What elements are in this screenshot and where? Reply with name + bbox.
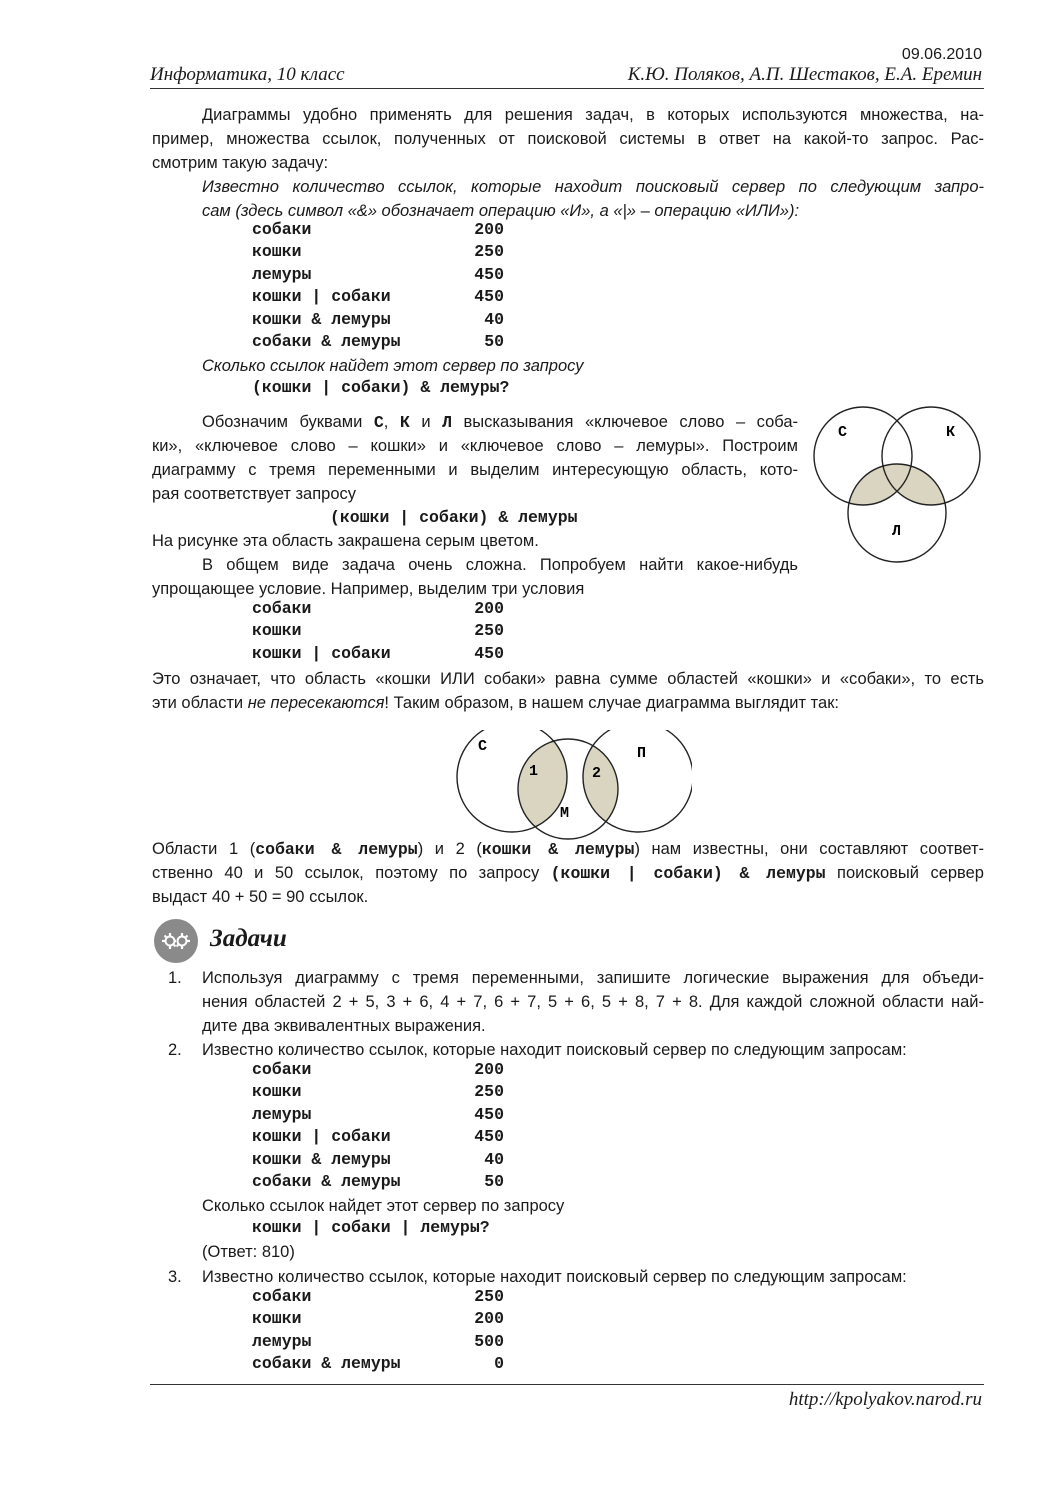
header-authors: К.Ю. Поляков, А.П. Шестаков, Е.А. Еремин xyxy=(627,64,982,85)
query-1: (кошки | собаки) & лемуры? xyxy=(252,378,510,397)
meaning-emphasis: не пересекаются xyxy=(247,694,385,712)
meaning-line-1: Это означает, что область «кошки ИЛИ собаки» равна сумме областей «кошки» и «собаки», то есть xyxy=(152,670,984,688)
var-c: С xyxy=(373,413,384,432)
table-row xyxy=(252,1171,512,1193)
table-row xyxy=(252,1059,512,1081)
link-count: 50 xyxy=(484,332,504,351)
link-count: 250 xyxy=(474,621,504,641)
explain-line-3: диаграмму с тремя переменными и выделим интересующую область, кото- xyxy=(152,461,798,479)
query-text: кошки xyxy=(252,621,302,641)
link-count: 250 xyxy=(474,1287,504,1306)
task-1-line-3: дите два эквивалентных выражения. xyxy=(202,1017,486,1035)
link-count: 500 xyxy=(474,1331,504,1351)
venn-region-2: 2 xyxy=(592,765,602,782)
table-row xyxy=(252,219,512,241)
meaning-line-2 xyxy=(152,691,984,715)
areas-text: ственно 40 и 50 ссылок, поэтому по запросу xyxy=(152,864,551,882)
header-date: 09.06.2010 xyxy=(901,46,982,63)
intro-line-1: Диаграммы удобно применять для решения задач, в которых используются множества, на- xyxy=(202,106,984,124)
explain-and: и xyxy=(409,413,443,431)
table-row xyxy=(252,286,512,308)
areas-query-2: кошки & лемуры xyxy=(481,840,635,859)
venn-label-c: С xyxy=(478,738,488,755)
venn-label-p: П xyxy=(637,745,647,762)
areas-query-3: (кошки | собаки) & лемуры xyxy=(550,864,826,883)
venn-label-m: М xyxy=(560,805,570,822)
table-row xyxy=(252,598,512,620)
explain-text-b: высказывания «ключевое слово – соба- xyxy=(452,413,799,431)
areas-query-1: собаки & лемуры xyxy=(255,840,418,859)
link-count: 50 xyxy=(484,1172,504,1191)
link-count: 200 xyxy=(474,1060,504,1079)
task-2-query: кошки | собаки | лемуры? xyxy=(252,1218,490,1237)
link-count: 200 xyxy=(474,599,504,618)
link-count: 200 xyxy=(474,1309,504,1329)
table-row xyxy=(252,1353,512,1375)
table-row xyxy=(252,1126,512,1148)
task-3-number: 3. xyxy=(168,1268,182,1286)
explain-text-a: Обозначим буквами xyxy=(202,413,374,431)
query-text: собаки xyxy=(252,1287,312,1306)
query-text: кошки | собаки xyxy=(252,643,391,663)
query-text: собаки & лемуры xyxy=(252,1354,401,1374)
link-count: 0 xyxy=(494,1354,504,1374)
query-text: собаки xyxy=(252,1060,312,1079)
venn-region-1: 1 xyxy=(529,763,539,780)
task-2-line-1: Известно количество ссылок, которые находит поисковый сервер по следующим запросам: xyxy=(202,1041,907,1059)
footer-url[interactable]: http://kpolyakov.narod.ru xyxy=(788,1389,982,1410)
table-row xyxy=(252,1331,512,1353)
task-1-number: 1. xyxy=(168,969,182,987)
task-2-question: Сколько ссылок найдет этот сервер по запросу xyxy=(202,1197,565,1215)
question-1: Сколько ссылок найдет этот сервер по запросу xyxy=(202,357,584,375)
explain-sep: , xyxy=(383,413,400,431)
query-text: кошки & лемуры xyxy=(252,309,391,329)
query-text: кошки xyxy=(252,1082,302,1102)
table-row xyxy=(252,643,512,665)
query-text: собаки & лемуры xyxy=(252,332,401,351)
task-1-line-1: Используя диаграмму с тремя переменными, запишите логические выражения для объеди- xyxy=(202,969,984,987)
query-text: собаки xyxy=(252,220,312,239)
areas-line-3: выдаст 40 + 50 = 90 ссылок. xyxy=(152,888,369,906)
table-row xyxy=(252,1149,512,1171)
venn-diagram-cpm xyxy=(452,730,692,840)
table-row xyxy=(252,264,512,286)
link-count: 40 xyxy=(484,1149,504,1169)
explain-line-2: ки», «ключевое слово – кошки» и «ключевое слово – лемуры». Построим xyxy=(152,437,798,455)
task-intro-line-2: сам (здесь символ «&» обозначает операцию «И», а «|» – операцию «ИЛИ»): xyxy=(202,202,800,220)
header-subject: Информатика, 10 класс xyxy=(150,64,345,85)
venn-label-k: К xyxy=(946,424,956,441)
meaning-text-b: ! Таким образом, в нашем случае диаграмма выглядит так: xyxy=(384,694,839,712)
table-row xyxy=(252,620,512,642)
explain-line-4: рая соответствует запросу xyxy=(152,485,357,503)
link-count: 250 xyxy=(474,1082,504,1102)
tasks-heading: Задачи xyxy=(210,925,287,952)
intro-line-3: смотрим такую задачу: xyxy=(152,154,329,172)
areas-line-2 xyxy=(152,861,984,886)
table-row xyxy=(252,309,512,331)
query-text: лемуры xyxy=(252,264,312,284)
query-text: собаки & лемуры xyxy=(252,1172,401,1191)
table-row xyxy=(252,1308,512,1330)
areas-text: Области 1 ( xyxy=(152,840,256,858)
task-2-number: 2. xyxy=(168,1041,182,1059)
link-count: 450 xyxy=(474,264,504,284)
query-text: кошки xyxy=(252,1309,302,1329)
areas-text: ) нам известны, они составляют соответ- xyxy=(634,840,985,858)
var-k: К xyxy=(399,413,410,432)
explain-line-1 xyxy=(202,410,798,435)
gears-icon xyxy=(154,919,198,963)
query-text: кошки xyxy=(252,242,302,262)
query-text: кошки & лемуры xyxy=(252,1149,391,1169)
venn-label-l: Л xyxy=(892,523,902,540)
areas-text: поисковый сервер xyxy=(825,864,984,882)
table-row xyxy=(252,1286,512,1308)
link-count: 450 xyxy=(474,1104,504,1124)
query-text: лемуры xyxy=(252,1104,312,1124)
areas-text: ) и 2 ( xyxy=(417,840,482,858)
link-count: 450 xyxy=(474,643,504,663)
task-3-line-1: Известно количество ссылок, которые находит поисковый сервер по следующим запросам: xyxy=(202,1268,907,1286)
query-text: кошки | собаки xyxy=(252,287,391,307)
link-count: 40 xyxy=(484,309,504,329)
link-count: 250 xyxy=(474,242,504,262)
table-row xyxy=(252,241,512,263)
task-intro-line-1: Известно количество ссылок, которые находит поисковый сервер по следующим запро- xyxy=(202,178,984,196)
link-count: 200 xyxy=(474,220,504,239)
query-text: лемуры xyxy=(252,1331,312,1351)
venn-diagram-ckl xyxy=(808,398,988,568)
intro-line-2: пример, множества ссылок, полученных от поисковой системы в ответ на какой-то запрос. Рас- xyxy=(152,130,984,148)
table-row xyxy=(252,1081,512,1103)
table-row xyxy=(252,331,512,353)
task-1-line-2: нения областей 2 + 5, 3 + 6, 4 + 7, 6 + 7, 5 + 6, 5 + 8, 7 + 8. Для каждой сложной области най- xyxy=(202,993,984,1011)
var-l: Л xyxy=(442,413,452,432)
query-text: кошки | собаки xyxy=(252,1127,391,1147)
explain-line-5: На рисунке эта область закрашена серым цветом. xyxy=(152,532,539,550)
link-count: 450 xyxy=(474,287,504,307)
task-2-answer: (Ответ: 810) xyxy=(202,1243,295,1261)
footer-rule xyxy=(150,1384,984,1385)
link-count: 450 xyxy=(474,1127,504,1147)
query-text: собаки xyxy=(252,599,312,618)
explain-line-7: упрощающее условие. Например, выделим три условия xyxy=(152,580,585,598)
table-row xyxy=(252,1104,512,1126)
explain-query: (кошки | собаки) & лемуры xyxy=(330,508,578,527)
header-rule xyxy=(150,88,984,89)
areas-line-1 xyxy=(152,837,984,862)
meaning-text-a: эти области xyxy=(152,694,248,712)
venn-label-c: С xyxy=(838,424,848,441)
explain-line-6: В общем виде задача очень сложна. Попробуем найти какое-нибудь xyxy=(202,556,798,574)
